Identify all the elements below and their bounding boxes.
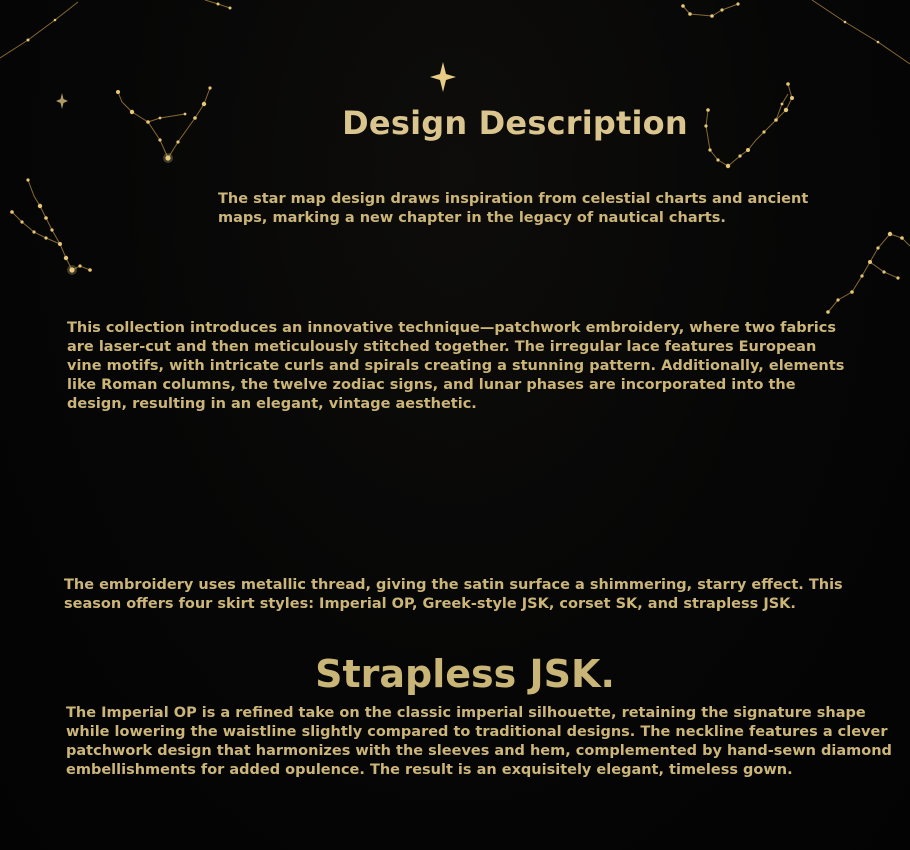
sparkle-star-icon [430,62,456,92]
embroidery-paragraph: The embroidery uses metallic thread, giving the satin surface a shimmering, starry effect. This season offers four skirt styles: Imperial OP, Greek-style JSK, corset SK, and strapless JSK. [64,577,843,612]
intro-paragraph: The star map design draws inspiration from celestial charts and ancient maps, marking a new chapter in the legacy of nautical charts. [218,191,809,226]
constellation-top-right [812,0,910,64]
imperial-op-paragraph: The Imperial OP is a refined take on the classic imperial silhouette, retaining the signature shape while lowering the waistline slightly compared to traditional designs. The neckline features a clever patchwork design that harmonizes with the sleeves and hem, complemented by hand-sewn diamond embellishments for added opulence. The result is an exquisitely elegant, timeless gown. [66,705,892,778]
page-title: Design Description [342,104,688,142]
constellation-top-left [0,0,232,58]
constellation-top-center [681,2,739,17]
constellation-right-lower [826,232,910,314]
technique-paragraph: This collection introduces an innovative technique—patchwork embroidery, where two fabrics are laser-cut and then meticulously stitched together. The irregular lace features European vine motifs, with intricate curls and spirals creating a stunning pattern. Additionally, elements like Roman columns, the twelve zodiac signs, and lunar phases are incorporated into the design, resulting in an elegant, vintage aesthetic. [67,320,845,412]
constellation-left-lower [10,178,92,275]
style-heading: Strapless JSK. [315,652,615,696]
